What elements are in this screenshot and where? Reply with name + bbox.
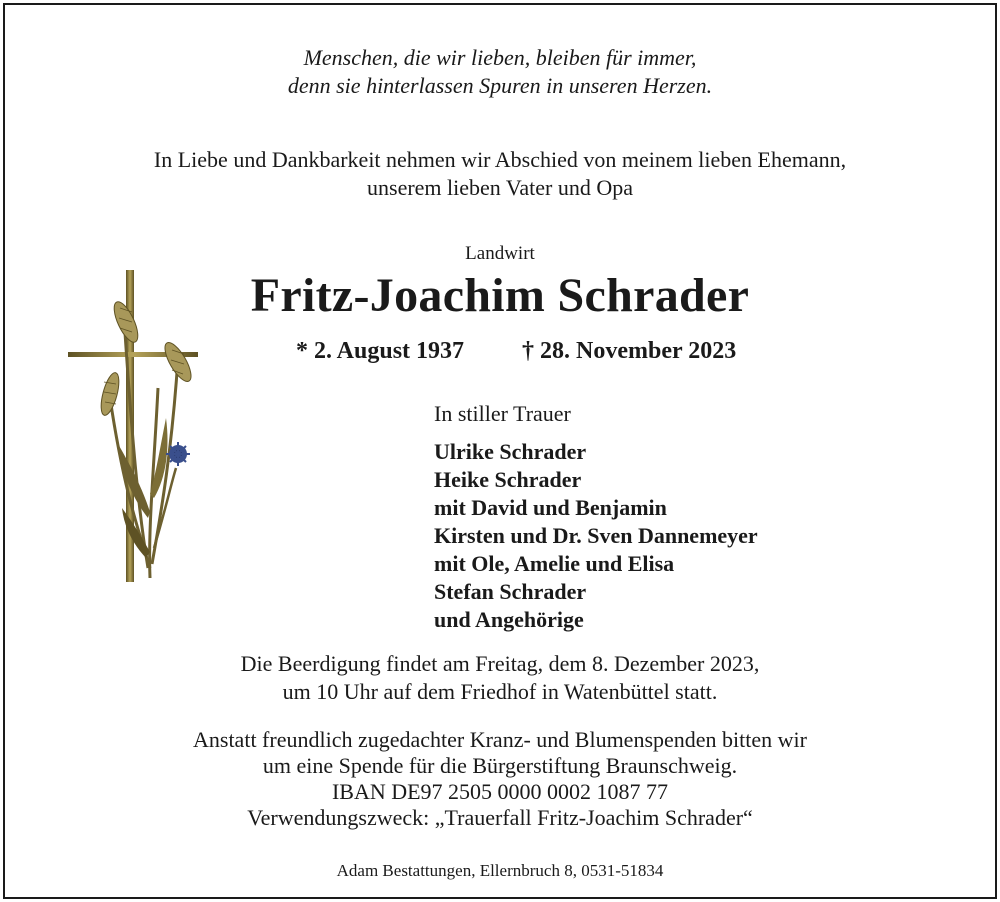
occupation: Landwirt [465,243,535,264]
donation-iban: IBAN DE97 2505 0000 0002 1087 77 [331,779,669,804]
intro-line-2: unserem lieben Vater und Opa [367,175,633,200]
quote-line-2: denn sie hinterlassen Spuren in unseren Herzen. [287,73,713,98]
life-dates [296,336,766,366]
mourners-heading: In stiller Trauer [434,401,571,426]
undertaker-info: Adam Bestattungen, Ellernbruch 8, 0531-51834 [336,861,664,880]
memorial-quote [0,44,1000,100]
intro-text [0,146,1000,202]
mourners-block [434,400,854,634]
birth-date: * 2. August 1937 [296,338,465,364]
mourner-name: mit David und Benjamin [434,495,667,520]
donation-line-2: um eine Spende für die Bürgerstiftung Braunschweig. [262,753,738,778]
donation-reference: Verwendungszweck: „Trauerfall Fritz-Joachim Schrader“ [247,805,753,830]
mourner-name: Heike Schrader [434,467,582,492]
death-date: † 28. November 2023 [522,338,737,364]
mourner-name: Kirsten und Dr. Sven Dannemeyer [434,523,758,548]
mourner-name: und Angehörige [434,607,584,632]
donation-line-1: Anstatt freundlich zugedachter Kranz- und Blumenspenden bitten wir [193,727,807,752]
quote-line-1: Menschen, die wir lieben, bleiben für immer, [303,45,697,70]
mourner-name: Ulrike Schrader [434,439,587,464]
donation-info [0,727,1000,831]
funeral-line-2: um 10 Uhr auf dem Friedhof in Watenbüttel statt. [282,679,718,704]
mourner-name: mit Ole, Amelie und Elisa [434,551,675,576]
funeral-info [0,650,1000,706]
funeral-line-1: Die Beerdigung findet am Freitag, dem 8. Dezember 2023, [240,651,760,676]
deceased-name: Fritz-Joachim Schrader [250,269,750,322]
mourners-list [434,438,854,634]
cross-with-wheat-icon [62,268,212,588]
mourner-name: Stefan Schrader [434,579,587,604]
intro-line-1: In Liebe und Dankbarkeit nehmen wir Abschied von meinem lieben Ehemann, [153,147,847,172]
